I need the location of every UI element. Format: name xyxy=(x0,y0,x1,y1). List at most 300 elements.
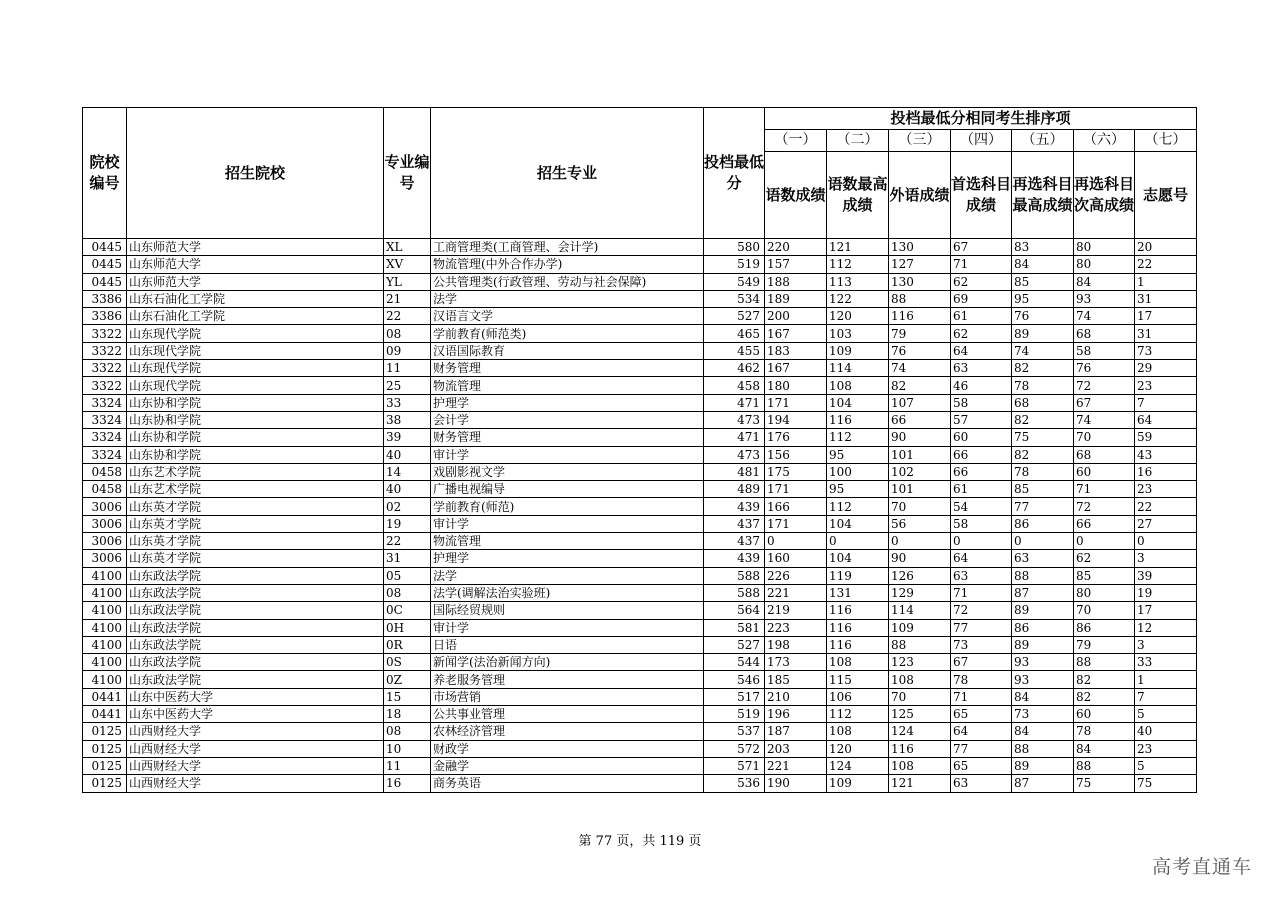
cell-preference-number: 29 xyxy=(1135,360,1197,377)
cell-foreign-lang-score: 70 xyxy=(889,688,951,705)
table-row xyxy=(83,671,1197,688)
cell-preference-number: 1 xyxy=(1135,671,1197,688)
cell-school-code: 4100 xyxy=(83,636,127,653)
table-row xyxy=(83,775,1197,792)
cell-chn-math-score: 176 xyxy=(765,429,827,446)
cell-chn-math-max: 116 xyxy=(827,602,889,619)
table-row xyxy=(83,394,1197,411)
cell-preference-number: 23 xyxy=(1135,377,1197,394)
cell-major-name: 法学(调解法治实验班) xyxy=(431,584,704,601)
cell-first-subject-score: 46 xyxy=(951,377,1012,394)
cell-school-name: 山东协和学院 xyxy=(127,394,384,411)
cell-preference-number: 31 xyxy=(1135,325,1197,342)
cell-chn-math-score: 220 xyxy=(765,239,827,256)
cell-major-name: 工商管理类(工商管理、会计学) xyxy=(431,239,704,256)
cell-chn-math-max: 116 xyxy=(827,636,889,653)
cell-school-code: 3324 xyxy=(83,446,127,463)
cell-school-name: 山东英才学院 xyxy=(127,550,384,567)
cell-chn-math-max: 116 xyxy=(827,619,889,636)
cell-school-name: 山西财经大学 xyxy=(127,775,384,792)
cell-chn-math-score: 167 xyxy=(765,360,827,377)
cell-second-subject-max: 95 xyxy=(1012,290,1074,307)
header-tiebreak-label-7: 志愿号 xyxy=(1135,152,1197,239)
cell-preference-number: 0 xyxy=(1135,533,1197,550)
cell-second-subject-second: 72 xyxy=(1074,377,1135,394)
header-tiebreak-label-5: 再选科目最高成绩 xyxy=(1012,152,1074,239)
cell-second-subject-max: 84 xyxy=(1012,723,1074,740)
cell-major-name: 农林经济管理 xyxy=(431,723,704,740)
watermark: 高考直通车 xyxy=(1151,856,1252,878)
cell-second-subject-max: 76 xyxy=(1012,308,1074,325)
cell-first-subject-score: 64 xyxy=(951,550,1012,567)
table-row xyxy=(83,360,1197,377)
cell-second-subject-second: 80 xyxy=(1074,239,1135,256)
cell-major-code: 19 xyxy=(384,515,431,532)
cell-chn-math-score: 194 xyxy=(765,411,827,428)
table-row xyxy=(83,688,1197,705)
table-row xyxy=(83,325,1197,342)
header-major-code: 专业编号 xyxy=(384,108,431,239)
cell-school-name: 山东协和学院 xyxy=(127,446,384,463)
cell-major-code: YL xyxy=(384,273,431,290)
cell-major-code: 0R xyxy=(384,636,431,653)
cell-chn-math-score: 221 xyxy=(765,584,827,601)
cell-first-subject-score: 65 xyxy=(951,757,1012,774)
cell-second-subject-max: 88 xyxy=(1012,567,1074,584)
cell-major-code: 38 xyxy=(384,411,431,428)
cell-school-code: 0441 xyxy=(83,688,127,705)
cell-min-score: 437 xyxy=(704,533,765,550)
cell-min-score: 519 xyxy=(704,256,765,273)
cell-major-code: 11 xyxy=(384,757,431,774)
cell-first-subject-score: 67 xyxy=(951,654,1012,671)
cell-school-code: 4100 xyxy=(83,602,127,619)
cell-major-code: 0S xyxy=(384,654,431,671)
cell-school-code: 0125 xyxy=(83,757,127,774)
header-school-code: 院校编号 xyxy=(83,108,127,239)
cell-school-name: 山东师范大学 xyxy=(127,256,384,273)
cell-first-subject-score: 58 xyxy=(951,515,1012,532)
cell-first-subject-score: 77 xyxy=(951,619,1012,636)
header-tiebreak-num-2: （二） xyxy=(827,130,889,152)
cell-school-code: 0125 xyxy=(83,723,127,740)
cell-min-score: 571 xyxy=(704,757,765,774)
cell-second-subject-second: 0 xyxy=(1074,533,1135,550)
header-tiebreak-label-6: 再选科目次高成绩 xyxy=(1074,152,1135,239)
table-row xyxy=(83,256,1197,273)
cell-major-name: 国际经贸规则 xyxy=(431,602,704,619)
cell-preference-number: 22 xyxy=(1135,256,1197,273)
cell-second-subject-second: 80 xyxy=(1074,584,1135,601)
cell-chn-math-max: 106 xyxy=(827,688,889,705)
cell-major-name: 汉语言文学 xyxy=(431,308,704,325)
cell-foreign-lang-score: 88 xyxy=(889,636,951,653)
cell-preference-number: 39 xyxy=(1135,567,1197,584)
table-row xyxy=(83,308,1197,325)
cell-first-subject-score: 60 xyxy=(951,429,1012,446)
cell-major-code: 10 xyxy=(384,740,431,757)
cell-second-subject-max: 87 xyxy=(1012,775,1074,792)
cell-chn-math-max: 108 xyxy=(827,377,889,394)
cell-second-subject-max: 82 xyxy=(1012,411,1074,428)
cell-major-code: 33 xyxy=(384,394,431,411)
cell-second-subject-max: 77 xyxy=(1012,498,1074,515)
cell-chn-math-max: 113 xyxy=(827,273,889,290)
header-tiebreak-label-4: 首选科目成绩 xyxy=(951,152,1012,239)
cell-min-score: 527 xyxy=(704,308,765,325)
cell-major-code: 22 xyxy=(384,533,431,550)
cell-preference-number: 5 xyxy=(1135,757,1197,774)
cell-second-subject-second: 67 xyxy=(1074,394,1135,411)
cell-school-code: 3006 xyxy=(83,515,127,532)
cell-second-subject-second: 86 xyxy=(1074,619,1135,636)
cell-second-subject-max: 75 xyxy=(1012,429,1074,446)
cell-preference-number: 1 xyxy=(1135,273,1197,290)
cell-min-score: 519 xyxy=(704,706,765,723)
cell-school-name: 山东英才学院 xyxy=(127,498,384,515)
cell-major-code: 14 xyxy=(384,463,431,480)
cell-second-subject-second: 72 xyxy=(1074,498,1135,515)
cell-min-score: 439 xyxy=(704,498,765,515)
cell-school-code: 3322 xyxy=(83,360,127,377)
cell-chn-math-score: 226 xyxy=(765,567,827,584)
cell-school-code: 3322 xyxy=(83,325,127,342)
cell-school-code: 4100 xyxy=(83,671,127,688)
cell-chn-math-score: 183 xyxy=(765,342,827,359)
cell-school-name: 山东中医药大学 xyxy=(127,706,384,723)
cell-second-subject-max: 73 xyxy=(1012,706,1074,723)
cell-first-subject-score: 69 xyxy=(951,290,1012,307)
cell-foreign-lang-score: 123 xyxy=(889,654,951,671)
cell-major-code: 09 xyxy=(384,342,431,359)
cell-school-code: 0445 xyxy=(83,256,127,273)
cell-school-code: 3386 xyxy=(83,290,127,307)
cell-major-name: 日语 xyxy=(431,636,704,653)
cell-second-subject-second: 60 xyxy=(1074,706,1135,723)
header-tiebreak-num-5: （五） xyxy=(1012,130,1074,152)
cell-foreign-lang-score: 56 xyxy=(889,515,951,532)
cell-school-code: 3322 xyxy=(83,377,127,394)
cell-min-score: 544 xyxy=(704,654,765,671)
cell-second-subject-second: 74 xyxy=(1074,308,1135,325)
cell-first-subject-score: 57 xyxy=(951,411,1012,428)
cell-min-score: 588 xyxy=(704,584,765,601)
cell-chn-math-max: 109 xyxy=(827,342,889,359)
cell-foreign-lang-score: 90 xyxy=(889,550,951,567)
cell-preference-number: 64 xyxy=(1135,411,1197,428)
table-row xyxy=(83,515,1197,532)
cell-school-name: 山西财经大学 xyxy=(127,757,384,774)
cell-second-subject-max: 89 xyxy=(1012,325,1074,342)
cell-chn-math-score: 198 xyxy=(765,636,827,653)
cell-major-name: 会计学 xyxy=(431,411,704,428)
header-tiebreak-num-1: （一） xyxy=(765,130,827,152)
cell-foreign-lang-score: 121 xyxy=(889,775,951,792)
cell-school-name: 山东政法学院 xyxy=(127,619,384,636)
cell-preference-number: 17 xyxy=(1135,308,1197,325)
cell-chn-math-score: 166 xyxy=(765,498,827,515)
table-body xyxy=(83,239,1197,793)
cell-foreign-lang-score: 82 xyxy=(889,377,951,394)
table-row xyxy=(83,602,1197,619)
cell-major-name: 财务管理 xyxy=(431,429,704,446)
cell-second-subject-second: 78 xyxy=(1074,723,1135,740)
cell-min-score: 471 xyxy=(704,394,765,411)
cell-preference-number: 43 xyxy=(1135,446,1197,463)
table-row xyxy=(83,757,1197,774)
cell-major-name: 戏剧影视文学 xyxy=(431,463,704,480)
cell-second-subject-second: 68 xyxy=(1074,446,1135,463)
cell-preference-number: 31 xyxy=(1135,290,1197,307)
cell-major-code: 05 xyxy=(384,567,431,584)
cell-foreign-lang-score: 109 xyxy=(889,619,951,636)
cell-school-code: 3006 xyxy=(83,533,127,550)
cell-major-name: 物流管理 xyxy=(431,377,704,394)
cell-first-subject-score: 63 xyxy=(951,775,1012,792)
cell-major-code: 02 xyxy=(384,498,431,515)
cell-school-code: 3324 xyxy=(83,429,127,446)
cell-school-name: 山东现代学院 xyxy=(127,325,384,342)
cell-first-subject-score: 77 xyxy=(951,740,1012,757)
cell-school-code: 4100 xyxy=(83,619,127,636)
cell-school-name: 山东现代学院 xyxy=(127,342,384,359)
header-tiebreak-title: 投档最低分相同考生排序项 xyxy=(765,108,1197,130)
cell-min-score: 580 xyxy=(704,239,765,256)
cell-first-subject-score: 78 xyxy=(951,671,1012,688)
cell-foreign-lang-score: 125 xyxy=(889,706,951,723)
cell-second-subject-max: 83 xyxy=(1012,239,1074,256)
cell-school-code: 0445 xyxy=(83,273,127,290)
cell-chn-math-max: 120 xyxy=(827,740,889,757)
cell-major-name: 财政学 xyxy=(431,740,704,757)
cell-school-name: 山东政法学院 xyxy=(127,636,384,653)
cell-school-name: 山东政法学院 xyxy=(127,654,384,671)
cell-major-name: 审计学 xyxy=(431,619,704,636)
cell-foreign-lang-score: 102 xyxy=(889,463,951,480)
cell-min-score: 581 xyxy=(704,619,765,636)
cell-school-name: 山东政法学院 xyxy=(127,584,384,601)
cell-school-code: 3324 xyxy=(83,394,127,411)
cell-chn-math-score: 188 xyxy=(765,273,827,290)
cell-min-score: 527 xyxy=(704,636,765,653)
cell-school-code: 0458 xyxy=(83,463,127,480)
cell-major-name: 护理学 xyxy=(431,394,704,411)
cell-chn-math-score: 203 xyxy=(765,740,827,757)
cell-major-code: 16 xyxy=(384,775,431,792)
cell-major-name: 物流管理(中外合作办学) xyxy=(431,256,704,273)
cell-chn-math-score: 185 xyxy=(765,671,827,688)
cell-preference-number: 5 xyxy=(1135,706,1197,723)
cell-school-code: 4100 xyxy=(83,567,127,584)
cell-first-subject-score: 58 xyxy=(951,394,1012,411)
cell-second-subject-max: 88 xyxy=(1012,740,1074,757)
cell-min-score: 458 xyxy=(704,377,765,394)
cell-major-code: 25 xyxy=(384,377,431,394)
cell-major-name: 学前教育(师范) xyxy=(431,498,704,515)
cell-min-score: 537 xyxy=(704,723,765,740)
cell-school-name: 山东政法学院 xyxy=(127,567,384,584)
cell-preference-number: 7 xyxy=(1135,394,1197,411)
cell-major-name: 新闻学(法治新闻方向) xyxy=(431,654,704,671)
cell-second-subject-max: 78 xyxy=(1012,377,1074,394)
cell-school-name: 山东政法学院 xyxy=(127,671,384,688)
cell-second-subject-max: 89 xyxy=(1012,636,1074,653)
cell-min-score: 572 xyxy=(704,740,765,757)
cell-school-name: 山西财经大学 xyxy=(127,723,384,740)
cell-major-code: 22 xyxy=(384,308,431,325)
table-row xyxy=(83,619,1197,636)
cell-first-subject-score: 63 xyxy=(951,567,1012,584)
cell-foreign-lang-score: 66 xyxy=(889,411,951,428)
cell-school-name: 山东协和学院 xyxy=(127,411,384,428)
header-tiebreak-label-3: 外语成绩 xyxy=(889,152,951,239)
table-row xyxy=(83,706,1197,723)
cell-chn-math-score: 196 xyxy=(765,706,827,723)
cell-second-subject-second: 58 xyxy=(1074,342,1135,359)
cell-first-subject-score: 66 xyxy=(951,446,1012,463)
cell-major-name: 法学 xyxy=(431,567,704,584)
cell-foreign-lang-score: 74 xyxy=(889,360,951,377)
table-row xyxy=(83,567,1197,584)
cell-chn-math-score: 171 xyxy=(765,481,827,498)
cell-min-score: 455 xyxy=(704,342,765,359)
cell-foreign-lang-score: 70 xyxy=(889,498,951,515)
cell-chn-math-max: 124 xyxy=(827,757,889,774)
cell-major-name: 学前教育(师范类) xyxy=(431,325,704,342)
cell-min-score: 564 xyxy=(704,602,765,619)
cell-chn-math-score: 210 xyxy=(765,688,827,705)
cell-chn-math-max: 95 xyxy=(827,481,889,498)
cell-first-subject-score: 71 xyxy=(951,688,1012,705)
cell-preference-number: 7 xyxy=(1135,688,1197,705)
cell-second-subject-second: 85 xyxy=(1074,567,1135,584)
cell-school-code: 3386 xyxy=(83,308,127,325)
cell-second-subject-max: 74 xyxy=(1012,342,1074,359)
cell-school-name: 山东师范大学 xyxy=(127,239,384,256)
cell-foreign-lang-score: 90 xyxy=(889,429,951,446)
cell-foreign-lang-score: 108 xyxy=(889,757,951,774)
cell-school-name: 山东现代学院 xyxy=(127,360,384,377)
cell-major-code: 0C xyxy=(384,602,431,619)
cell-major-code: 18 xyxy=(384,706,431,723)
cell-min-score: 473 xyxy=(704,446,765,463)
cell-major-code: 40 xyxy=(384,446,431,463)
cell-school-name: 山东政法学院 xyxy=(127,602,384,619)
cell-school-name: 山西财经大学 xyxy=(127,740,384,757)
header-major-name: 招生专业 xyxy=(431,108,704,239)
cell-foreign-lang-score: 130 xyxy=(889,273,951,290)
cell-second-subject-max: 93 xyxy=(1012,671,1074,688)
header-min-score: 投档最低分 xyxy=(704,108,765,239)
cell-major-code: XV xyxy=(384,256,431,273)
cell-major-name: 护理学 xyxy=(431,550,704,567)
cell-chn-math-score: 219 xyxy=(765,602,827,619)
cell-second-subject-second: 70 xyxy=(1074,602,1135,619)
cell-preference-number: 20 xyxy=(1135,239,1197,256)
table-row xyxy=(83,446,1197,463)
cell-chn-math-score: 171 xyxy=(765,394,827,411)
table-row xyxy=(83,342,1197,359)
cell-school-code: 3324 xyxy=(83,411,127,428)
header-tiebreak-num-3: （三） xyxy=(889,130,951,152)
table-row xyxy=(83,533,1197,550)
table-row xyxy=(83,584,1197,601)
cell-chn-math-score: 160 xyxy=(765,550,827,567)
table-row xyxy=(83,498,1197,515)
cell-first-subject-score: 62 xyxy=(951,325,1012,342)
cell-first-subject-score: 61 xyxy=(951,308,1012,325)
cell-second-subject-max: 0 xyxy=(1012,533,1074,550)
cell-chn-math-max: 108 xyxy=(827,723,889,740)
cell-min-score: 471 xyxy=(704,429,765,446)
cell-first-subject-score: 54 xyxy=(951,498,1012,515)
cell-first-subject-score: 72 xyxy=(951,602,1012,619)
cell-preference-number: 33 xyxy=(1135,654,1197,671)
cell-chn-math-score: 221 xyxy=(765,757,827,774)
cell-major-code: 39 xyxy=(384,429,431,446)
cell-chn-math-max: 104 xyxy=(827,515,889,532)
cell-first-subject-score: 67 xyxy=(951,239,1012,256)
cell-second-subject-max: 93 xyxy=(1012,654,1074,671)
table-header xyxy=(83,108,1197,239)
cell-major-name: 公共管理类(行政管理、劳动与社会保障) xyxy=(431,273,704,290)
cell-second-subject-max: 85 xyxy=(1012,481,1074,498)
cell-school-code: 3006 xyxy=(83,498,127,515)
cell-second-subject-max: 87 xyxy=(1012,584,1074,601)
table-row xyxy=(83,723,1197,740)
cell-major-code: 0Z xyxy=(384,671,431,688)
cell-chn-math-max: 104 xyxy=(827,550,889,567)
cell-foreign-lang-score: 116 xyxy=(889,740,951,757)
cell-second-subject-max: 68 xyxy=(1012,394,1074,411)
cell-major-code: 21 xyxy=(384,290,431,307)
cell-foreign-lang-score: 129 xyxy=(889,584,951,601)
cell-school-code: 0125 xyxy=(83,740,127,757)
cell-chn-math-score: 156 xyxy=(765,446,827,463)
cell-second-subject-max: 85 xyxy=(1012,273,1074,290)
cell-chn-math-max: 115 xyxy=(827,671,889,688)
page-footer: 第 77 页，共 119 页 xyxy=(578,834,702,849)
cell-min-score: 546 xyxy=(704,671,765,688)
cell-chn-math-max: 116 xyxy=(827,411,889,428)
cell-major-name: 商务英语 xyxy=(431,775,704,792)
cell-second-subject-second: 82 xyxy=(1074,671,1135,688)
cell-second-subject-max: 82 xyxy=(1012,360,1074,377)
cell-major-name: 汉语国际教育 xyxy=(431,342,704,359)
cell-first-subject-score: 71 xyxy=(951,584,1012,601)
cell-chn-math-score: 223 xyxy=(765,619,827,636)
table-row xyxy=(83,411,1197,428)
header-school-name: 招生院校 xyxy=(127,108,384,239)
cell-first-subject-score: 73 xyxy=(951,636,1012,653)
cell-school-name: 山东英才学院 xyxy=(127,533,384,550)
table-row xyxy=(83,463,1197,480)
cell-chn-math-max: 108 xyxy=(827,654,889,671)
cell-min-score: 536 xyxy=(704,775,765,792)
cell-major-name: 法学 xyxy=(431,290,704,307)
cell-foreign-lang-score: 101 xyxy=(889,446,951,463)
cell-second-subject-second: 93 xyxy=(1074,290,1135,307)
cell-first-subject-score: 61 xyxy=(951,481,1012,498)
cell-chn-math-max: 122 xyxy=(827,290,889,307)
cell-major-name: 财务管理 xyxy=(431,360,704,377)
cell-major-code: 31 xyxy=(384,550,431,567)
cell-second-subject-second: 75 xyxy=(1074,775,1135,792)
cell-preference-number: 3 xyxy=(1135,550,1197,567)
cell-major-code: 15 xyxy=(384,688,431,705)
cell-second-subject-second: 88 xyxy=(1074,654,1135,671)
cell-second-subject-second: 60 xyxy=(1074,463,1135,480)
